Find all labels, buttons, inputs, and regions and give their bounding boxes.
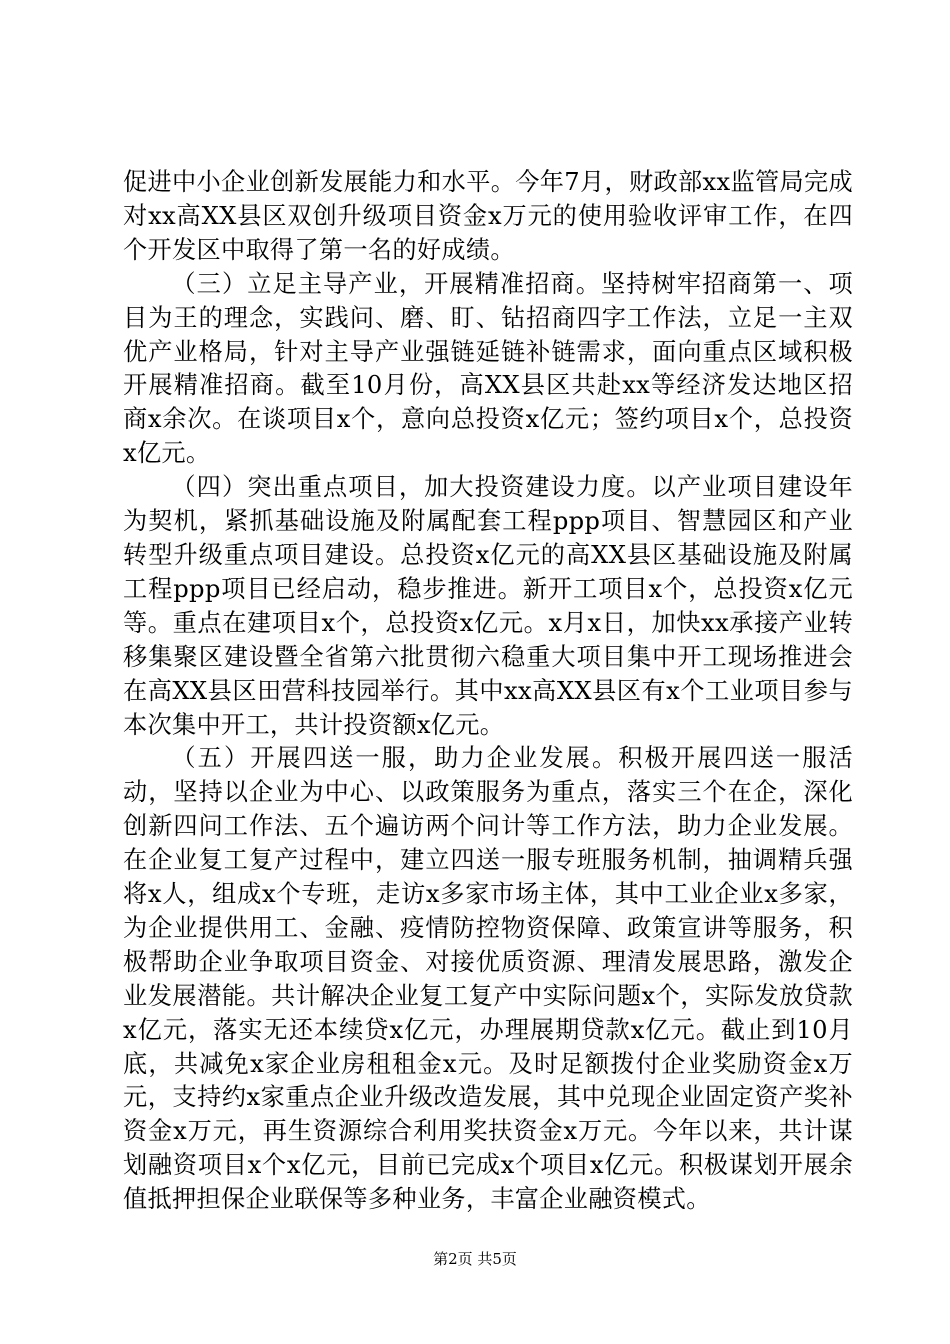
paragraph-section-4: （四）突出重点项目，加大投资建设力度。以产业项目建设年为契机，紧抓基础设施及附属配套工程ppp项目、智慧园区和产业转型升级重点项目建设。总投资x亿元的高XX县区基础设施及附属工程ppp项目已经启动，稳步推进。新开工项目x个，总投资x亿元等。重点在建项目x个，总投资x亿元。x月x日，加快xx承接产业转移集聚区建设暨全省第六批贯彻六稳重大项目集中开工现场推进会在高XX县区田营科技园举行。其中xx高XX县区有x个工业项目参与本次集中开工，共计投资额x亿元。	[123, 473, 853, 739]
paragraph-section-3: （三）立足主导产业，开展精准招商。坚持树牢招商第一、项目为王的理念，实践问、磨、盯、钻招商四字工作法，立足一主双优产业格局，针对主导产业强链延链补链需求，面向重点区域积极开展精准招商。截至10月份，高XX县区共赴xx等经济发达地区招商x余次。在谈项目x个，意向总投资x亿元；签约项目x个，总投资x亿元。	[123, 269, 853, 468]
page-footer	[0, 1249, 950, 1269]
document-body	[123, 166, 853, 1217]
paragraph-continuation: 促进中小企业创新发展能力和水平。今年7月，财政部xx监管局完成对xx高XX县区双创升级项目资金x万元的使用验收评审工作，在四个开发区中取得了第一名的好成绩。	[123, 168, 853, 264]
paragraph-section-5: （五）开展四送一服，助力企业发展。积极开展四送一服活动，坚持以企业为中心、以政策服务为重点，落实三个在企，深化创新四问工作法、五个遍访两个问计等工作方法，助力企业发展。在企业复工复产过程中，建立四送一服专班服务机制，抽调精兵强将x人，组成x个专班，走访x多家市场主体，其中工业企业x多家，为企业提供用工、金融、疫情防控物资保障、政策宣讲等服务，积极帮助企业争取项目资金、对接优质资源、理清发展思路，激发企业发展潜能。共计解决企业复工复产中实际问题x个，实际发放贷款x亿元，落实无还本续贷x亿元，办理展期贷款x亿元。截止到10月底，共减免x家企业房租租金x元。及时足额拨付企业奖励资金x万元，支持约x家重点企业升级改造发展，其中兑现企业固定资产奖补资金x万元，再生资源综合利用奖扶资金x万元。今年以来，共计谋划融资项目x个x亿元，目前已完成x个项目x亿元。积极谋划开展余值抵押担保企业联保等多种业务，丰富企业融资模式。	[123, 744, 853, 1214]
page-number: 第2页 共5页	[433, 1250, 517, 1268]
